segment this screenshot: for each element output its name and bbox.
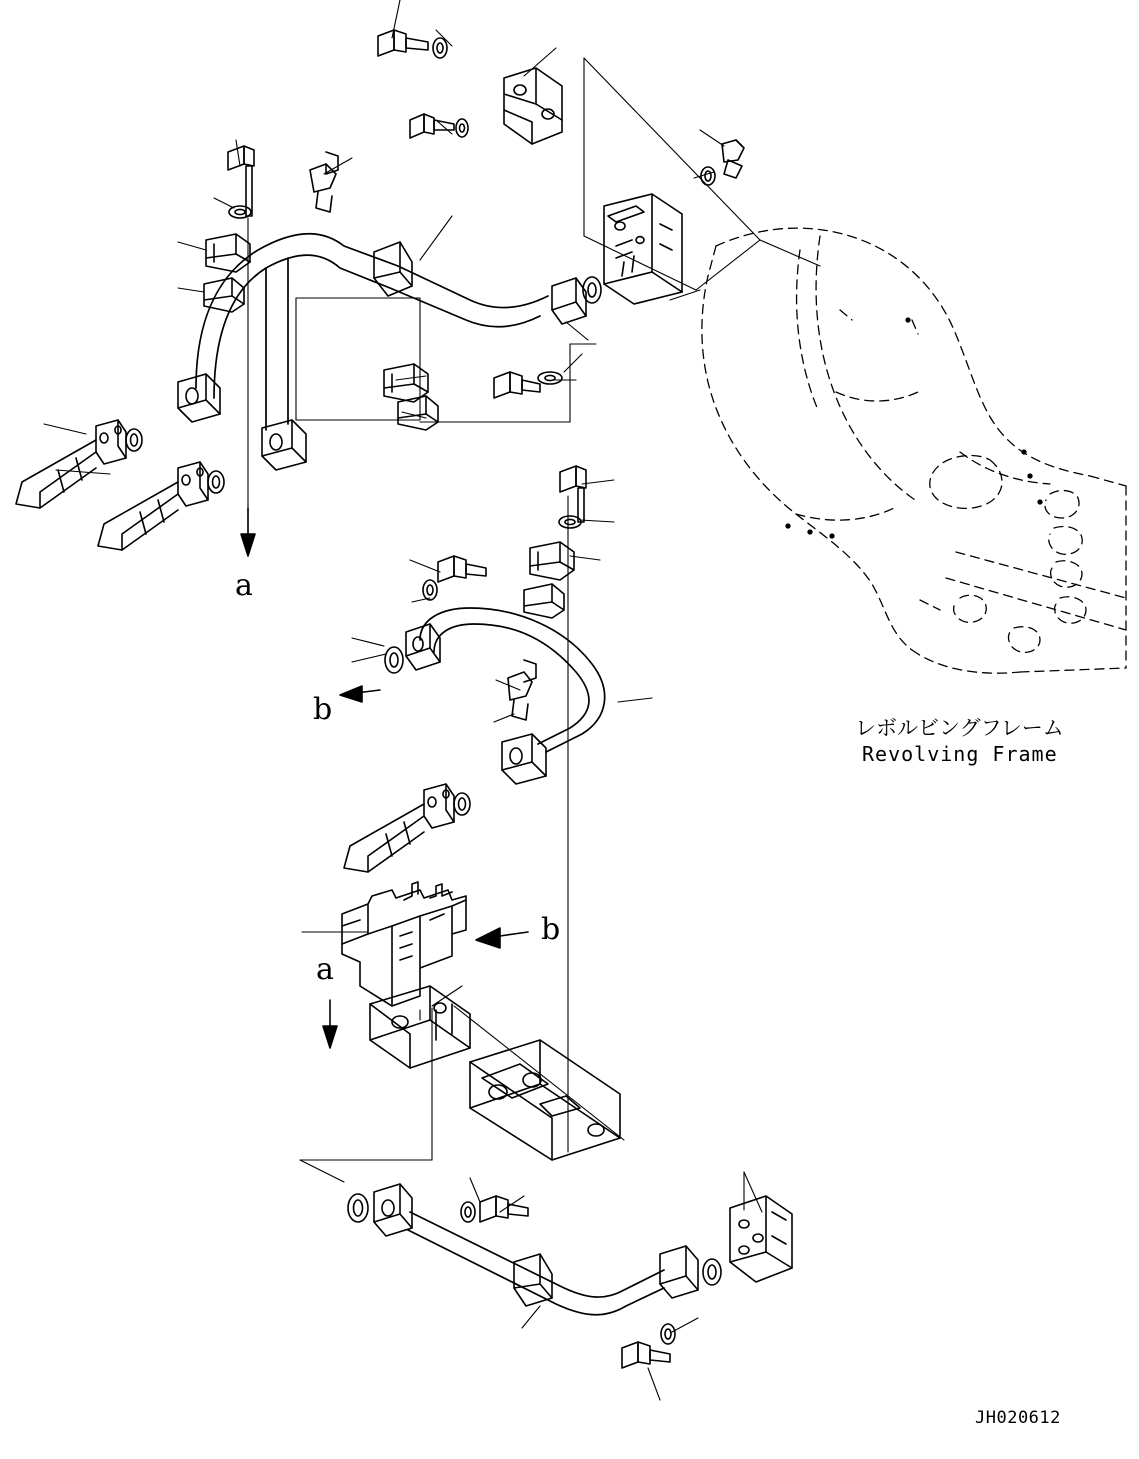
washer-top-1	[433, 38, 447, 58]
flange-bottom-right	[660, 1246, 698, 1298]
drawing-number: JH020612	[975, 1408, 1061, 1428]
washer-left-upper	[229, 206, 251, 218]
callout-label-b-lower: b	[541, 912, 561, 947]
hose-upper-left-2	[98, 462, 208, 550]
revolving-frame-outline	[702, 228, 1126, 673]
clamp-upper-left-1	[206, 234, 250, 272]
callout-label-a-upper: a	[235, 568, 253, 603]
callout-label-a-lower: a	[316, 952, 334, 987]
assembly-bracket-lines	[248, 58, 760, 1210]
clamp-bracket-top	[504, 68, 562, 144]
frame-leader-line	[696, 240, 820, 290]
leader-lines	[44, 0, 762, 1400]
bolt-mid-1	[494, 372, 540, 398]
oring-middle-left	[385, 647, 403, 673]
flange-upper-mid	[262, 420, 306, 470]
oring-right-small	[701, 167, 715, 185]
bolt-top-1	[378, 30, 428, 56]
frame-label-japanese: レボルビングフレーム	[855, 716, 1064, 740]
bottom-main-pipe	[408, 1212, 664, 1315]
bolt-middle-top	[560, 466, 586, 522]
flange-middle-bottom	[502, 734, 546, 784]
arrow-a-lower	[323, 1000, 337, 1048]
frame-label-english: Revolving Frame	[862, 742, 1058, 766]
flange-upper-right	[552, 278, 586, 324]
arrow-b-middle	[340, 686, 380, 702]
oring-bottom-left	[348, 1194, 368, 1222]
revolving-frame-dots	[786, 318, 1042, 538]
clamp-middle-1	[530, 542, 574, 580]
bolt-bottom-2	[622, 1342, 670, 1368]
washer-bottom-2	[661, 1324, 675, 1344]
oring-bottom-right	[703, 1259, 721, 1285]
washer-top-2	[456, 119, 468, 137]
bolt-top-2	[410, 114, 454, 138]
washer-mid-1	[538, 372, 562, 384]
washer-middle-left	[423, 580, 437, 600]
callout-label-b-middle: b	[313, 692, 333, 727]
revolving-frame-details	[796, 236, 1126, 652]
arrow-b-lower	[476, 928, 528, 948]
hose-upper-left-1	[16, 420, 126, 508]
middle-main-pipe	[420, 608, 605, 752]
elbow-fitting-top-left	[310, 152, 338, 212]
flange-bottom-left	[374, 1184, 412, 1236]
oring-middle-hose	[454, 793, 470, 815]
bolt-middle-left	[438, 556, 486, 582]
valve-block-top	[604, 194, 682, 304]
washer-bottom-1	[461, 1202, 475, 1222]
oring-hose-upper-2	[208, 471, 224, 493]
elbow-fitting-middle	[508, 660, 536, 720]
hose-middle	[344, 784, 454, 872]
control-valve-assembly	[342, 882, 620, 1160]
clamp-middle-2	[524, 584, 564, 618]
arrow-a-upper	[241, 508, 255, 556]
elbow-fitting-right	[722, 140, 744, 178]
oring-hose-upper-1	[126, 429, 142, 451]
